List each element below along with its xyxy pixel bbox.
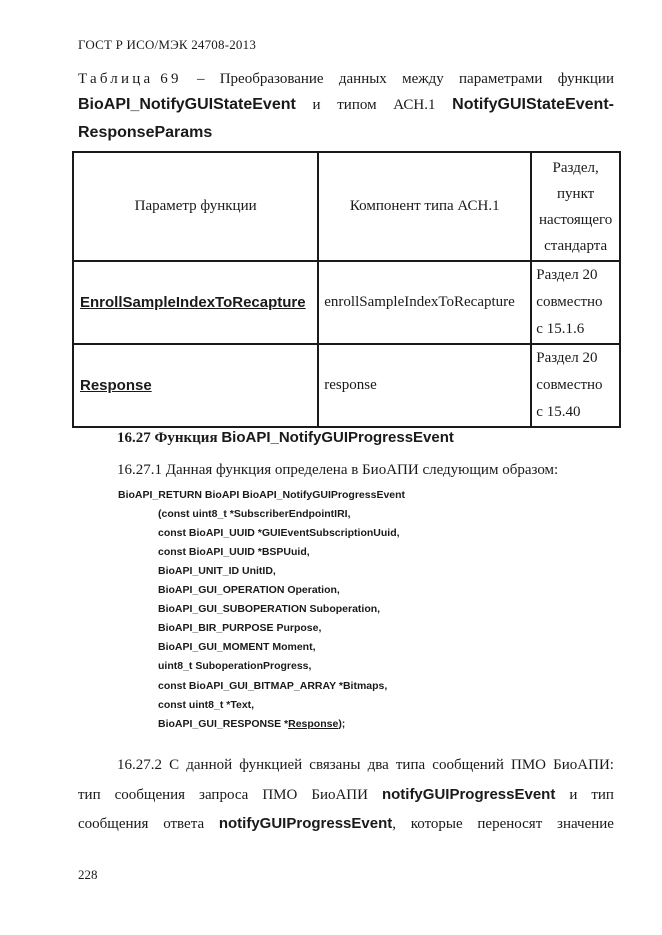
page-number: 228	[78, 867, 98, 882]
code-signature: BioAPI_RETURN BioAPI BioAPI_NotifyGUIProgressEvent	[118, 489, 406, 501]
section-function-name: BioAPI_NotifyGUIProgressEvent	[221, 429, 454, 446]
section-number: 16.27	[117, 430, 151, 446]
table-row	[73, 344, 620, 427]
para-word: сообщений	[432, 757, 504, 773]
header-cell-asn-component: Компонент типа АСН.1	[318, 152, 531, 261]
para-word: типа	[395, 757, 426, 773]
paragraph-16-27-2-line-1	[117, 757, 614, 774]
paragraph-16-27-2-line-2	[78, 786, 614, 804]
caption-function-name: BioAPI_NotifyGUIStateEvent	[78, 96, 296, 113]
section-ref-cell	[531, 261, 620, 344]
para-word: тип	[591, 787, 614, 803]
header-section-line: настоящего	[538, 211, 613, 228]
section-ref-line: с 15.40	[536, 404, 581, 420]
code-arg: BioAPI_GUI_OPERATION Operation,	[158, 584, 340, 596]
code-arg: const BioAPI_GUI_BITMAP_ARRAY *Bitmaps,	[158, 680, 388, 692]
section-ref-line: Раздел 20	[536, 267, 598, 283]
code-arg: BioAPI_GUI_SUBOPERATION Suboperation,	[158, 603, 381, 615]
caption-type-name-continued: ResponseParams	[78, 124, 213, 141]
code-arg: const BioAPI_UUID *GUIEventSubscriptionUuid,	[158, 527, 400, 539]
event-name: notifyGUIProgressEvent	[218, 815, 393, 832]
caption-word: типом	[337, 97, 377, 113]
code-arg: const BioAPI_UUID *BSPUuid,	[158, 546, 310, 558]
event-name: notifyGUIProgressEvent	[381, 786, 556, 803]
para-word: С	[169, 757, 180, 773]
header-cell-section	[531, 152, 620, 261]
table-header-row	[73, 152, 620, 261]
para-word: ПМО	[262, 787, 298, 803]
caption-word: функции	[557, 71, 614, 87]
caption-word: АСН.1	[393, 97, 436, 113]
param-link-enroll-sample-index[interactable]: EnrollSampleIndexToRecapture	[80, 293, 306, 311]
code-arg: const uint8_t *Text,	[158, 699, 255, 711]
section-ref-cell	[531, 344, 620, 427]
para-word: 16.27.2	[117, 757, 162, 773]
para-word: тип	[78, 787, 101, 803]
table-caption-line-2	[78, 96, 614, 114]
table-label: Таблица 69	[78, 71, 182, 87]
para-word: два	[367, 757, 389, 773]
code-arg-prefix: BioAPI_GUI_RESPONSE *	[158, 718, 289, 730]
code-arg: BioAPI_GUI_MOMENT Moment,	[158, 641, 316, 653]
caption-type-name: NotifyGUIStateEvent-	[452, 96, 614, 113]
section-ref-line: совместно	[536, 294, 603, 310]
paragraph-16-27-2-line-3	[78, 815, 614, 833]
para-comma: ,	[392, 816, 396, 832]
caption-word: Преобразование	[219, 71, 324, 87]
table-caption-line-1	[78, 71, 614, 88]
code-arg-suffix: );	[338, 718, 346, 730]
para-word: сообщения	[114, 787, 186, 803]
para-word: ответа	[163, 816, 205, 832]
caption-word: данных	[338, 71, 387, 87]
header-section-line: Раздел,	[552, 159, 599, 176]
para-word: данной	[186, 757, 233, 773]
asn-component-cell: response	[318, 344, 531, 427]
caption-dash: –	[196, 71, 205, 87]
para-word: которые	[410, 816, 463, 832]
code-response-link[interactable]: Response	[288, 718, 339, 730]
caption-word: и	[312, 97, 321, 113]
para-word: запроса	[199, 787, 249, 803]
section-ref-line: с 15.1.6	[536, 321, 585, 337]
para-word: связаны	[309, 757, 361, 773]
section-heading	[117, 429, 454, 447]
para-word: ПМО	[511, 757, 547, 773]
section-ref-line: Раздел 20	[536, 350, 598, 366]
code-arg: BioAPI_UNIT_ID UnitID,	[158, 565, 276, 577]
para-word: БиоАПИ:	[553, 757, 614, 773]
header-cell-parameter: Параметр функции	[73, 152, 318, 261]
para-word: БиоАПИ	[311, 787, 368, 803]
code-arg: (const uint8_t *SubscriberEndpointIRI,	[158, 508, 351, 520]
para-word: функцией	[239, 757, 303, 773]
para-word: и	[569, 787, 578, 803]
parameter-mapping-table	[72, 151, 621, 428]
paragraph-16-27-1: 16.27.1 Данная функция определена в БиоАПИ следующим образом:	[117, 462, 559, 478]
param-link-response[interactable]: Response	[80, 376, 152, 394]
para-word: сообщения	[78, 816, 149, 832]
code-arg-last	[158, 718, 345, 730]
code-arg: BioAPI_BIR_PURPOSE Purpose,	[158, 622, 322, 634]
document-header: ГОСТ Р ИСО/МЭК 24708-2013	[78, 37, 257, 52]
header-section-line: стандарта	[544, 237, 608, 254]
asn-component-cell: enrollSampleIndexToRecapture	[318, 261, 531, 344]
code-arg: uint8_t SuboperationProgress,	[158, 660, 312, 672]
section-ref-line: совместно	[536, 377, 603, 393]
caption-word: параметрами	[459, 71, 543, 87]
caption-word: между	[402, 71, 444, 87]
para-word: значение	[557, 816, 614, 832]
table-row	[73, 261, 620, 344]
section-word: Функция	[154, 430, 218, 446]
para-word: переносят	[477, 816, 543, 832]
header-section-line: пункт	[557, 185, 595, 202]
